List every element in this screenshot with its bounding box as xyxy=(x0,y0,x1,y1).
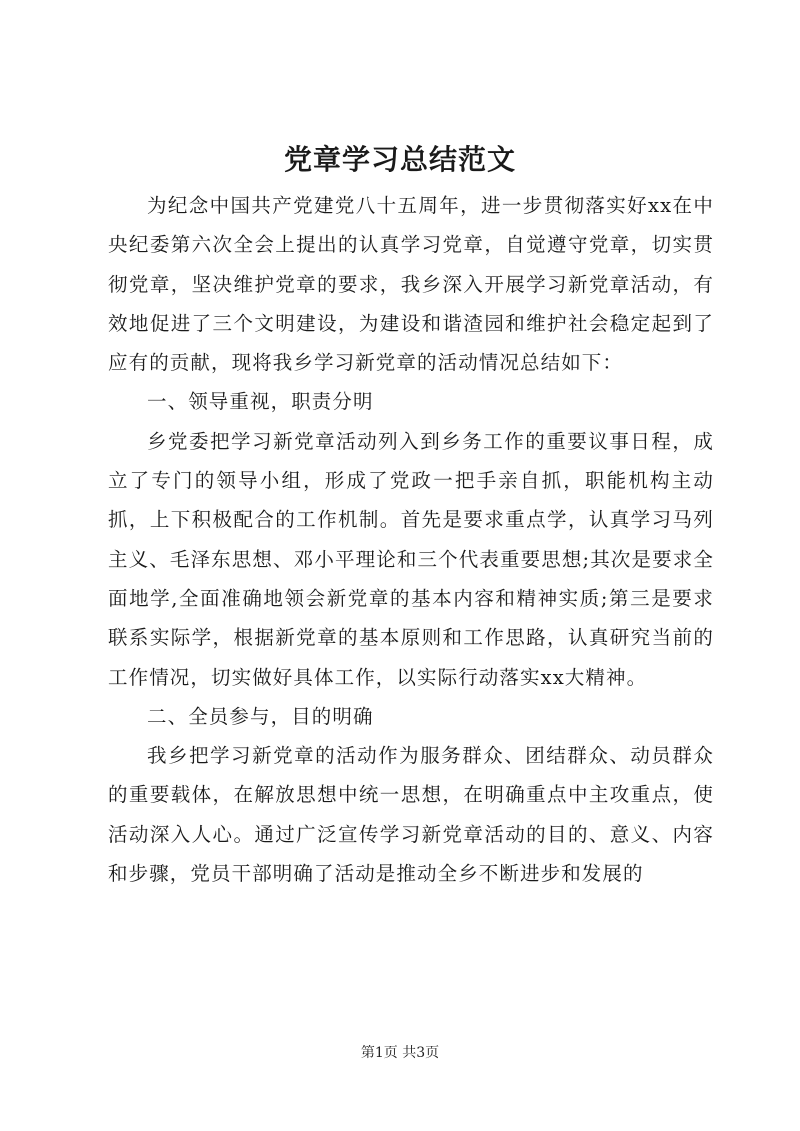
section-2-paragraph: 我乡把学习新党章的活动作为服务群众、团结群众、动员群众的重要载体，在解放思想中统一思想，在明确重点中主攻重点，使活动深入人心。通过广泛宣传学习新党章活动的目的、意义、内容和步骤，党员干部明确了活动是推动全乡不断进步和发展的 xyxy=(108,744,714,886)
document-title: 党章学习总结范文 xyxy=(283,143,516,176)
document-body xyxy=(108,186,714,893)
page-footer: 第1页 共3页 xyxy=(360,1045,440,1061)
section-1-paragraph: 乡党委把学习新党章活动列入到乡务工作的重要议事日程，成立了专门的领导小组，形成了党政一把手亲自抓，职能机构主动抓，上下积极配合的工作机制。首先是要求重点学，认真学习马列主义、毛泽东思想、邓小平理论和三个代表重要思想;其次是要求全面地学,全面准确地领会新党章的基本内容和精神实质;第三是要求联系实际学，根据新党章的基本原则和工作思路，认真研究当前的工作情况，切实做好具体工作，以实际行动落实xx大精神。 xyxy=(108,429,714,689)
intro-paragraph: 为纪念中国共产党建党八十五周年，进一步贯彻落实好xx在中央纪委第六次全会上提出的认真学习党章，自觉遵守党章，切实贯彻党章，坚决维护党章的要求，我乡深入开展学习新党章活动，有效地促进了三个文明建设，为建设和谐渣园和维护社会稳定起到了应有的贡献，现将我乡学习新党章的活动情况总结如下： xyxy=(108,194,714,375)
section-heading-1: 一、领导重视，职责分明 xyxy=(147,390,374,414)
section-heading-2: 二、全员参与，目的明确 xyxy=(147,704,374,728)
